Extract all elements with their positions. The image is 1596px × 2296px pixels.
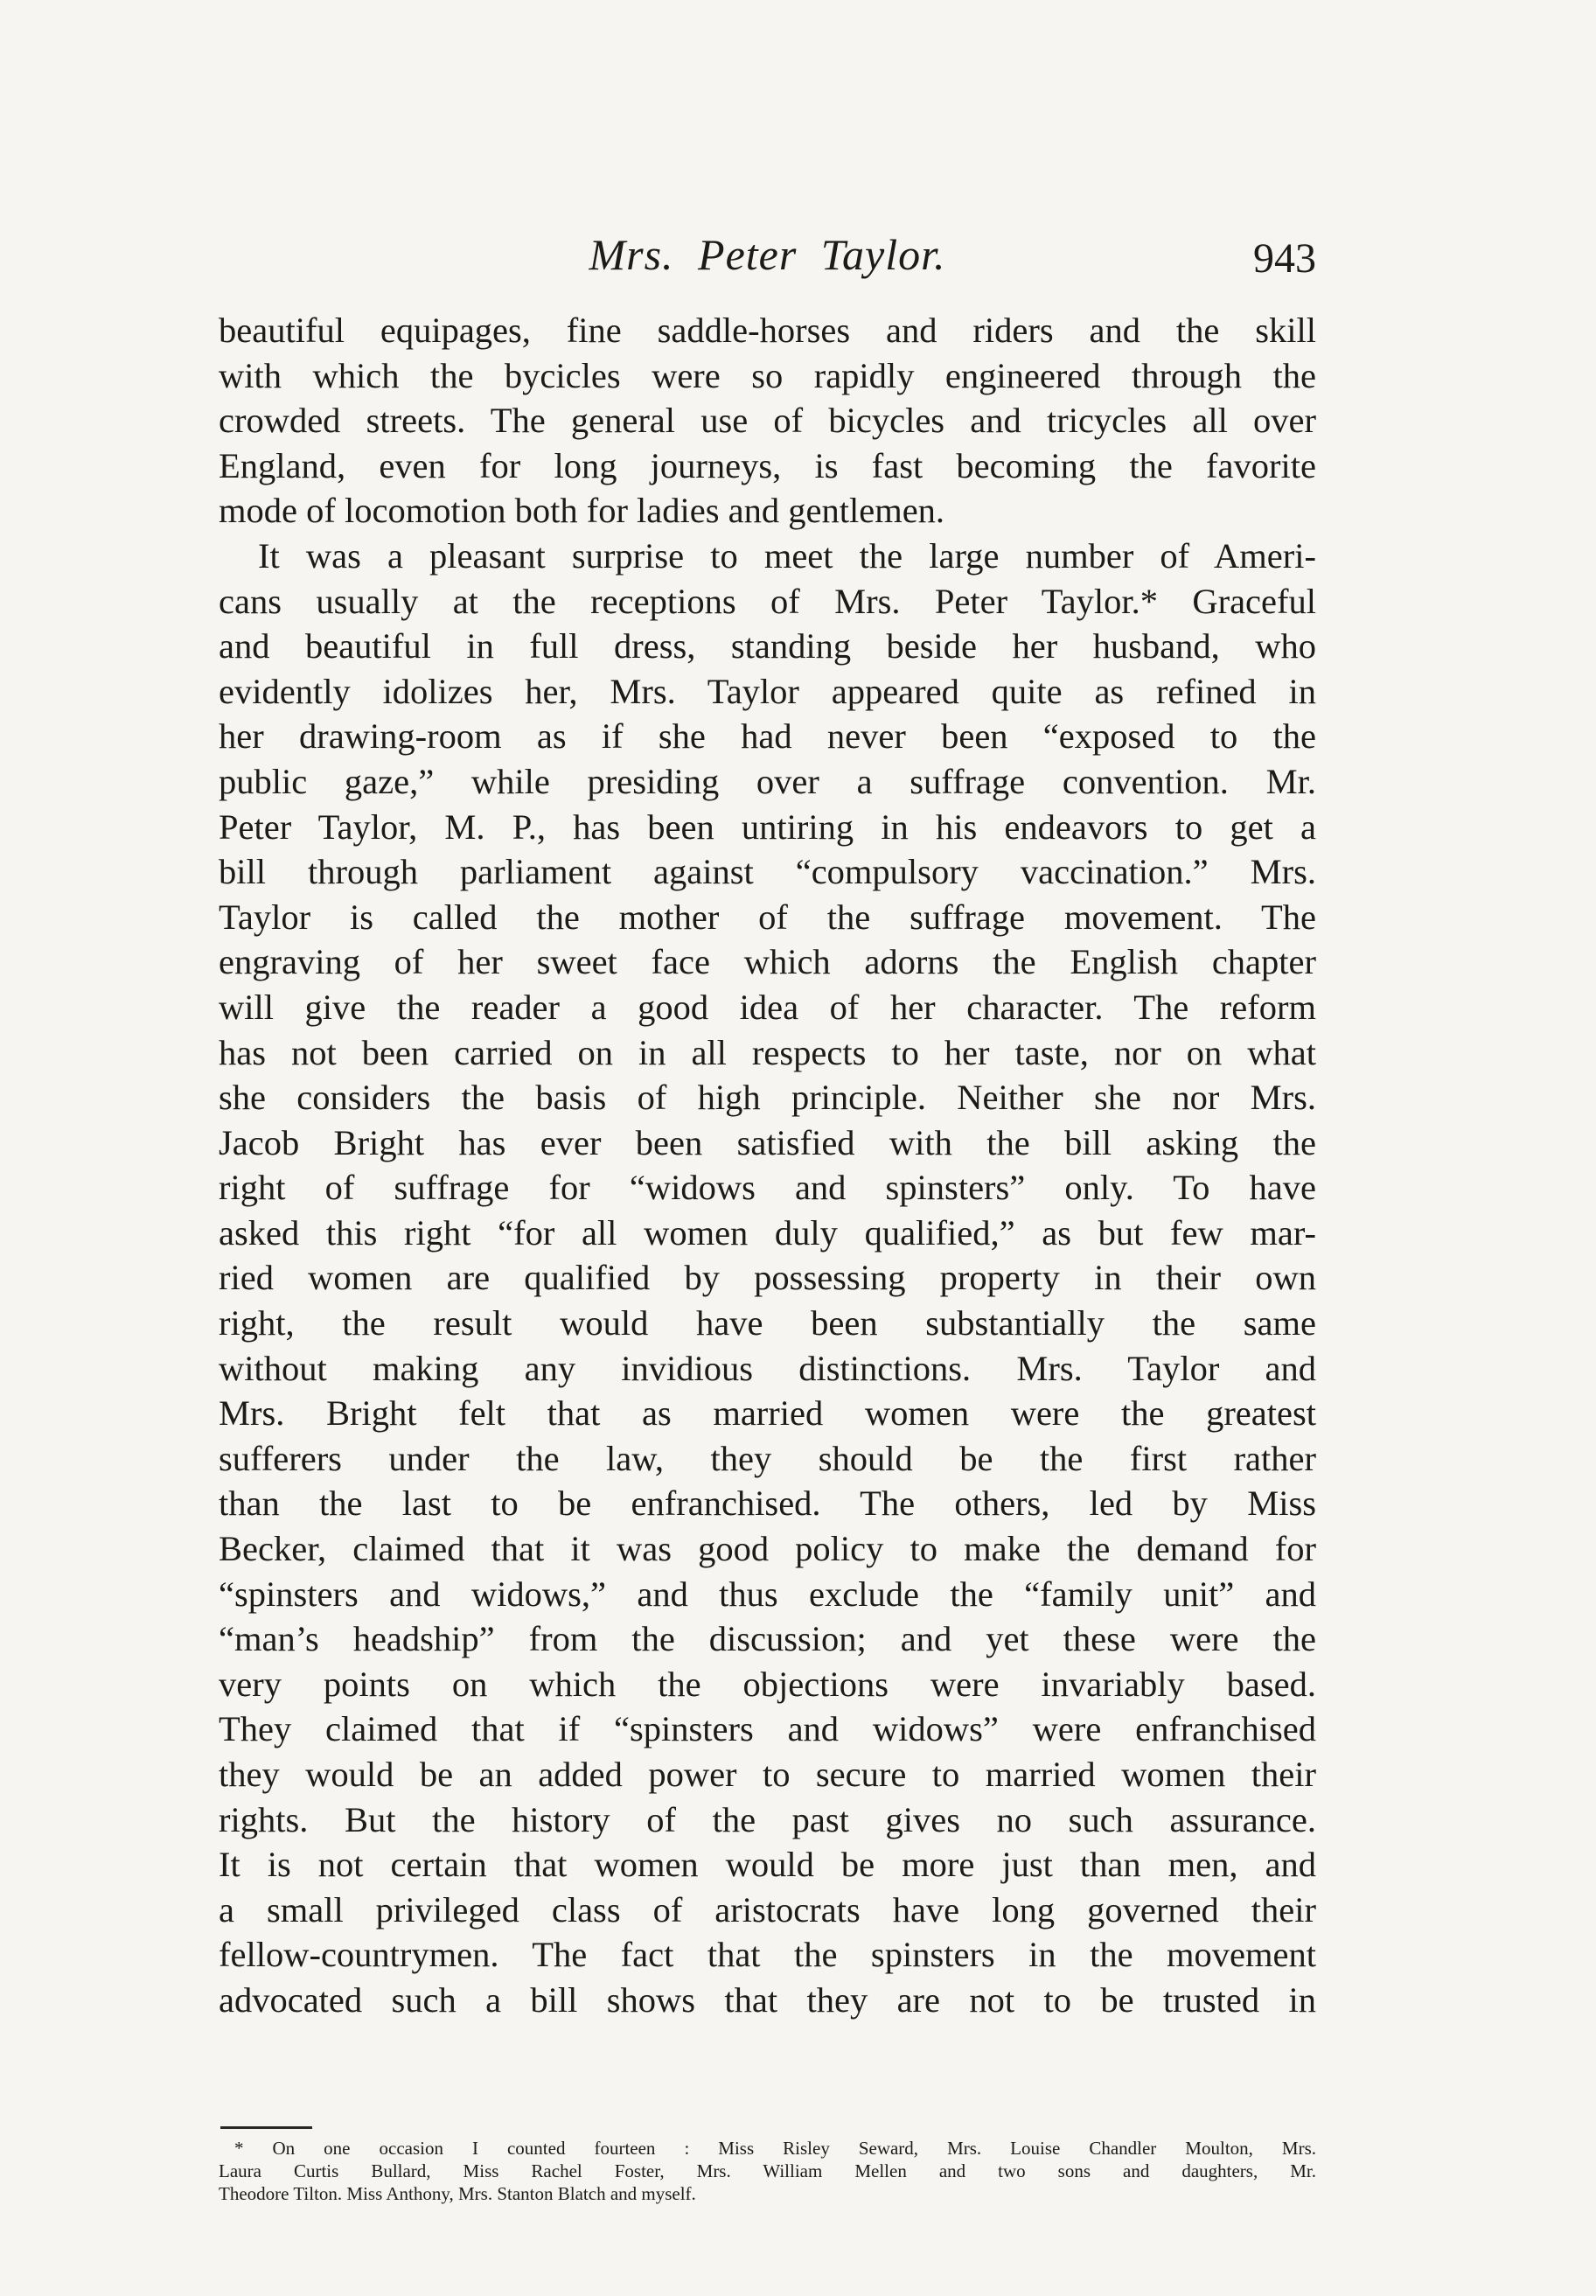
text-line: engraving of her sweet face which adorns the English chapter: [219, 942, 1316, 982]
text-line: Taylor is called the mother of the suffrage movement. The: [219, 897, 1316, 937]
text-line: sufferers under the law, they should be the first rather: [219, 1438, 1316, 1478]
text-line: Jacob Bright has ever been satisfied with the bill asking the: [219, 1122, 1316, 1162]
text-line: beautiful equipages, fine saddle-horses and riders and the skill: [219, 311, 1316, 350]
running-title: Mrs. Peter Taylor.: [589, 230, 946, 279]
footnote-line: Laura Curtis Bullard, Miss Rachel Foster, Mrs. William Mellen and two sons and daughters, Mr.: [219, 2160, 1316, 2181]
text-line: asked this right “for all women duly qualified,” as but few mar-: [219, 1212, 1316, 1253]
text-line: right, the result would have been substantially the same: [219, 1303, 1316, 1343]
footnote-line: * On one occasion I counted fourteen : Miss Risley Seward, Mrs. Louise Chandler Moulton, Mrs.: [234, 2138, 1316, 2159]
text-line: advocated such a bill shows that they are not to be trusted in: [219, 1979, 1316, 2020]
text-line: evidently idolizes her, Mrs. Taylor appeared quite as refined in: [219, 671, 1316, 711]
text-line: will give the reader a good idea of her character. The reform: [219, 987, 1316, 1027]
text-line: without making any invidious distinctions. Mrs. Taylor and: [219, 1348, 1316, 1388]
text-line: England, even for long journeys, is fast becoming the favorite: [219, 445, 1316, 485]
text-line: Peter Taylor, M. P., has been untiring in his endeavors to get a: [219, 806, 1316, 847]
footnote: [219, 2137, 1316, 2205]
page-number: 943: [1253, 235, 1316, 282]
text-line: and beautiful in full dress, standing beside her husband, who: [219, 626, 1316, 666]
text-line: a small privileged class of aristocrats have long governed their: [219, 1889, 1316, 1930]
footnote-divider: [220, 2126, 312, 2129]
page-header: [219, 229, 1316, 290]
text-line: They claimed that if “spinsters and widows” were enfranchised: [219, 1709, 1316, 1749]
text-line: right of suffrage for “widows and spinsters” only. To have: [219, 1168, 1316, 1208]
text-line: rights. But the history of the past gives no such assurance.: [219, 1799, 1316, 1839]
text-line: crowded streets. The general use of bicycles and tricycles all over: [219, 401, 1316, 441]
text-line: she considers the basis of high principle. Neither she nor Mrs.: [219, 1078, 1316, 1118]
text-line: ried women are qualified by possessing property in their own: [219, 1258, 1316, 1298]
footnote-line: Theodore Tilton. Miss Anthony, Mrs. Stanton Blatch and myself.: [219, 2183, 696, 2204]
text-line: It is not certain that women would be more just than men, and: [219, 1845, 1316, 1885]
text-line: “spinsters and widows,” and thus exclude the “family unit” and: [219, 1574, 1316, 1614]
text-line: It was a pleasant surprise to meet the large number of Ameri-: [258, 535, 1316, 576]
text-line: than the last to be enfranchised. The others, led by Miss: [219, 1483, 1316, 1524]
text-line: public gaze,” while presiding over a suffrage convention. Mr.: [219, 761, 1316, 801]
text-line: Becker, claimed that it was good policy to make the demand for: [219, 1529, 1316, 1569]
text-line: “man’s headship” from the discussion; and yet these were the: [219, 1619, 1316, 1659]
body-text: [219, 308, 1316, 2023]
text-line: mode of locomotion both for ladies and gentlemen.: [219, 491, 945, 531]
text-line: cans usually at the receptions of Mrs. Peter Taylor.* Graceful: [219, 581, 1316, 621]
text-line: fellow-countrymen. The fact that the spinsters in the movement: [219, 1935, 1316, 1975]
text-line: they would be an added power to secure to married women their: [219, 1755, 1316, 1794]
text-line: Mrs. Bright felt that as married women were the greatest: [219, 1393, 1316, 1434]
text-line: very points on which the objections were invariably based.: [219, 1664, 1316, 1704]
text-line: her drawing-room as if she had never been “exposed to the: [219, 716, 1316, 757]
text-line: bill through parliament against “compulsory vaccination.” Mrs.: [219, 852, 1316, 892]
text-line: with which the bycicles were so rapidly engineered through the: [219, 355, 1316, 395]
text-line: has not been carried on in all respects to her taste, nor on what: [219, 1032, 1316, 1072]
